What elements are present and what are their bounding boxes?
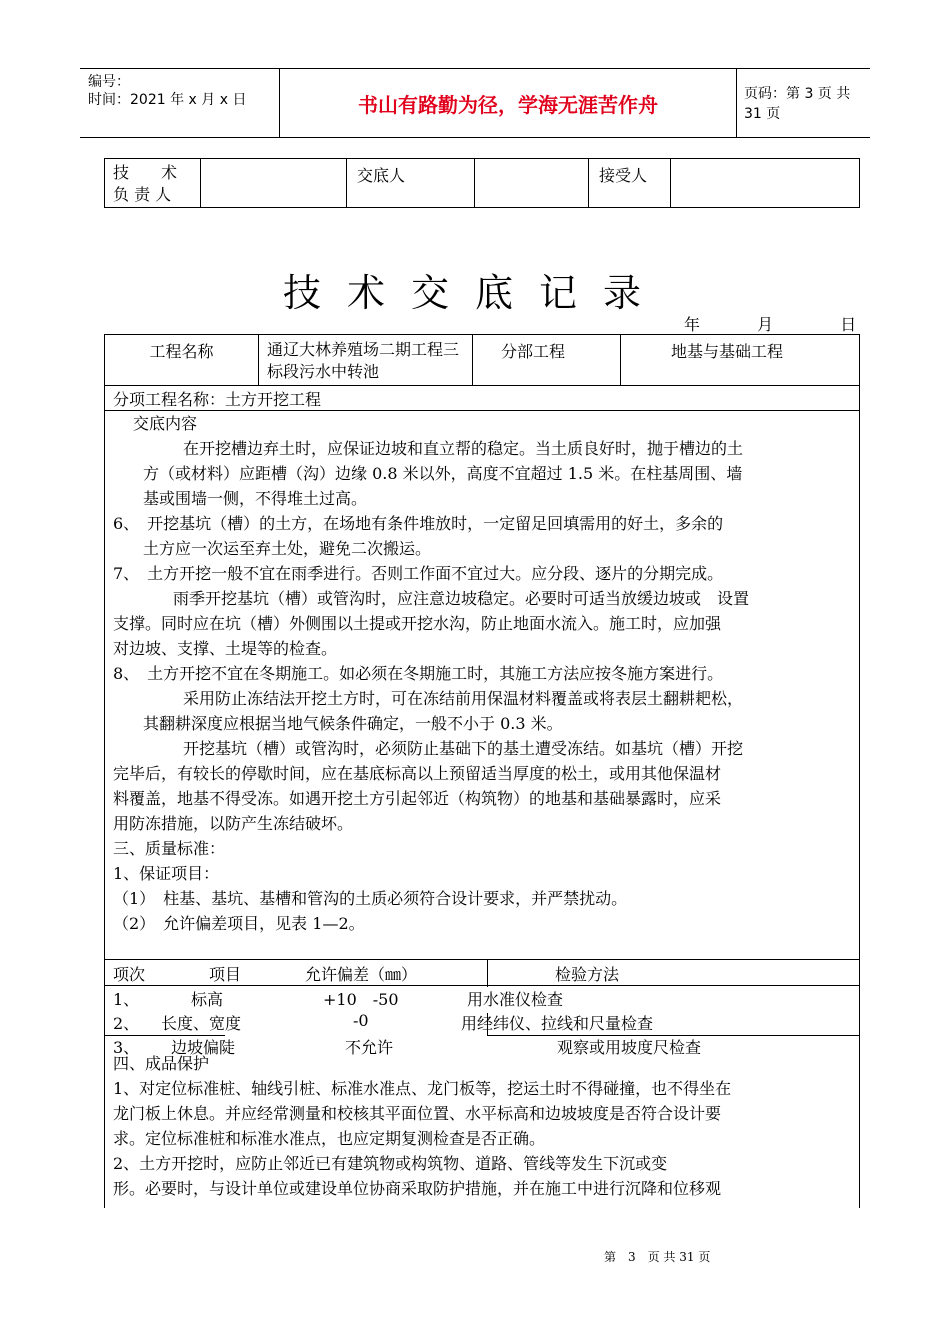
- table-row: [105, 1035, 859, 1061]
- content-line: 8、 土方开挖不宜在冬期施工。如必须在冬期施工时，其施工方法应按冬施方案进行。: [113, 664, 724, 683]
- content-line: 用防冻措施，以防产生冻结破坏。: [113, 814, 354, 833]
- protection-line: 求。定位标准桩和标准水准点，也应定期复测检查是否正确。: [113, 1129, 546, 1148]
- content-line: 方（或材料）应距槽（沟）边缘 0.8 米以外，高度不宜超过 1.5 米。在柱基周围、墙: [143, 464, 743, 483]
- record-table: [104, 334, 860, 1208]
- content-line: 开挖基坑（槽）或管沟时，必须防止基础下的基土遭受冻结。如基坑（槽）开挖: [183, 739, 744, 758]
- content-line: 支撑。同时应在坑（槽）外侧围以土提或开挖水沟，防止地面水流入。施工时，应加强: [113, 614, 722, 633]
- content-line: 采用防止冻结法开挖土方时，可在冻结前用保温材料覆盖或将表层土翻耕耙松，: [183, 689, 744, 708]
- page-footer: 第 3 页 共 31 页: [604, 1250, 711, 1264]
- signature-table: [104, 158, 860, 208]
- item-name-row: 分项工程名称：土方开挖工程: [105, 385, 859, 411]
- table-cell: 2、: [113, 1014, 140, 1033]
- date-month-label: 月: [757, 315, 774, 334]
- receiver-value: [671, 159, 859, 207]
- date-day-label: 日: [840, 315, 857, 334]
- receiver-label: 接受人: [589, 159, 671, 207]
- table-cell: +10 -50: [323, 990, 399, 1009]
- table-cell: 边坡偏陡: [171, 1038, 236, 1057]
- sub-project-value: 地基与基础工程: [671, 342, 784, 361]
- content-line: 在开挖槽边弃土时，应保证边坡和直立帮的稳定。当土质良好时，抛于槽边的土: [183, 439, 744, 458]
- header-motto: 书山有路勤为径，学海无涯苦作舟: [280, 69, 737, 137]
- content-line: 雨季开挖基坑（槽）或管沟时，应注意边坡稳定。必要时可适当放缓边坡或 设置: [173, 589, 750, 608]
- protection-line: 形。必要时，与设计单位或建设单位协商采取防护措施，并在施工中进行沉降和位移观: [113, 1179, 722, 1198]
- time-label: 时间：2021 年 x 月 x 日: [88, 92, 247, 108]
- content-line: 三、质量标准：: [113, 839, 226, 858]
- page-title: 技术交底记录: [282, 271, 667, 315]
- header-meta: [80, 69, 280, 137]
- page-header: [80, 68, 870, 138]
- table-cell: 3、: [113, 1038, 140, 1057]
- handover-label: 交底人: [347, 159, 475, 207]
- table-cell: 用水准仪检查: [467, 990, 564, 1009]
- sub-project-label: 分部工程: [473, 335, 621, 385]
- project-name-label: 工程名称: [105, 335, 259, 385]
- content-line: （2） 允许偏差项目，见表 1—2。: [113, 914, 365, 933]
- tech-lead-value: [201, 159, 347, 207]
- table-cell: 不允许: [345, 1038, 394, 1057]
- protection-line: 龙门板上休息。并应经常测量和校核其平面位置、水平标高和边坡坡度是否符合设计要: [113, 1104, 722, 1123]
- content-line: 基或围墙一侧，不得堆土过高。: [143, 489, 368, 508]
- table-header-row: [105, 962, 859, 988]
- content-line: 对边坡、支撑、土堤等的检查。: [113, 639, 338, 658]
- table-row: [105, 987, 859, 1013]
- tech-lead-label: 技 术 负 责 人: [105, 159, 201, 207]
- table-cell: 用经纬仪、拉线和尺量检查: [461, 1014, 654, 1033]
- date-year-label: 年: [684, 315, 701, 334]
- header-page-number: 页码：第 3 页 共 31 页: [744, 86, 851, 122]
- table-row: [105, 1011, 859, 1037]
- table-cell: -0: [353, 1011, 369, 1030]
- content-line: 完毕后，有较长的停歇时间，应在基底标高以上预留适当厚度的松土，或用其他保温材: [113, 764, 722, 783]
- number-label: 编号：: [88, 74, 130, 90]
- table-cell: 1、: [113, 990, 140, 1009]
- content-line: 6、 开挖基坑（槽）的土方，在场地有条件堆放时，一定留足回填需用的好土，多余的: [113, 514, 724, 533]
- project-name-value: 通辽大林养殖场二期工程三标段污水中转池: [259, 335, 473, 385]
- handover-value: [475, 159, 589, 207]
- content-heading: 交底内容: [133, 414, 198, 433]
- table-header-cell: 检验方法: [555, 965, 620, 984]
- table-cell: 观察或用坡度尺检查: [557, 1038, 702, 1057]
- table-header-cell: 允许偏差（㎜）: [305, 965, 418, 984]
- protection-line: 1、对定位标准桩、轴线引桩、标准水准点、龙门板等，挖运土时不得碰撞，也不得坐在: [113, 1079, 732, 1098]
- content-line: 7、 土方开挖一般不宜在雨季进行。否则工作面不宜过大。应分段、逐片的分期完成。: [113, 564, 724, 583]
- content-line: 其翻耕深度应根据当地气候条件确定，一般不小于 0.3 米。: [143, 714, 563, 733]
- tolerance-table: [105, 959, 859, 1057]
- content-line: 土方应一次运至弃土处，避免二次搬运。: [143, 539, 432, 558]
- table-header-cell: 项次: [113, 965, 146, 984]
- project-row: [105, 335, 859, 386]
- table-cell: 标高: [191, 990, 224, 1009]
- protection-line: 2、土方开挖时，应防止邻近已有建筑物或构筑物、道路、管线等发生下沉或变: [113, 1154, 668, 1173]
- date-line: [684, 312, 856, 335]
- protection-line: 四、成品保护: [113, 1054, 210, 1073]
- content-line: 1、保证项目：: [113, 864, 220, 883]
- content-line: 料覆盖，地基不得受冻。如遇开挖土方引起邻近（构筑物）的地基和基础暴露时，应采: [113, 789, 722, 808]
- table-header-cell: 项目: [209, 965, 242, 984]
- table-cell: 长度、宽度: [161, 1014, 242, 1033]
- handover-content: [105, 411, 859, 960]
- content-line: （1） 柱基、基坑、基槽和管沟的土质必须符合设计要求，并严禁扰动。: [113, 889, 628, 908]
